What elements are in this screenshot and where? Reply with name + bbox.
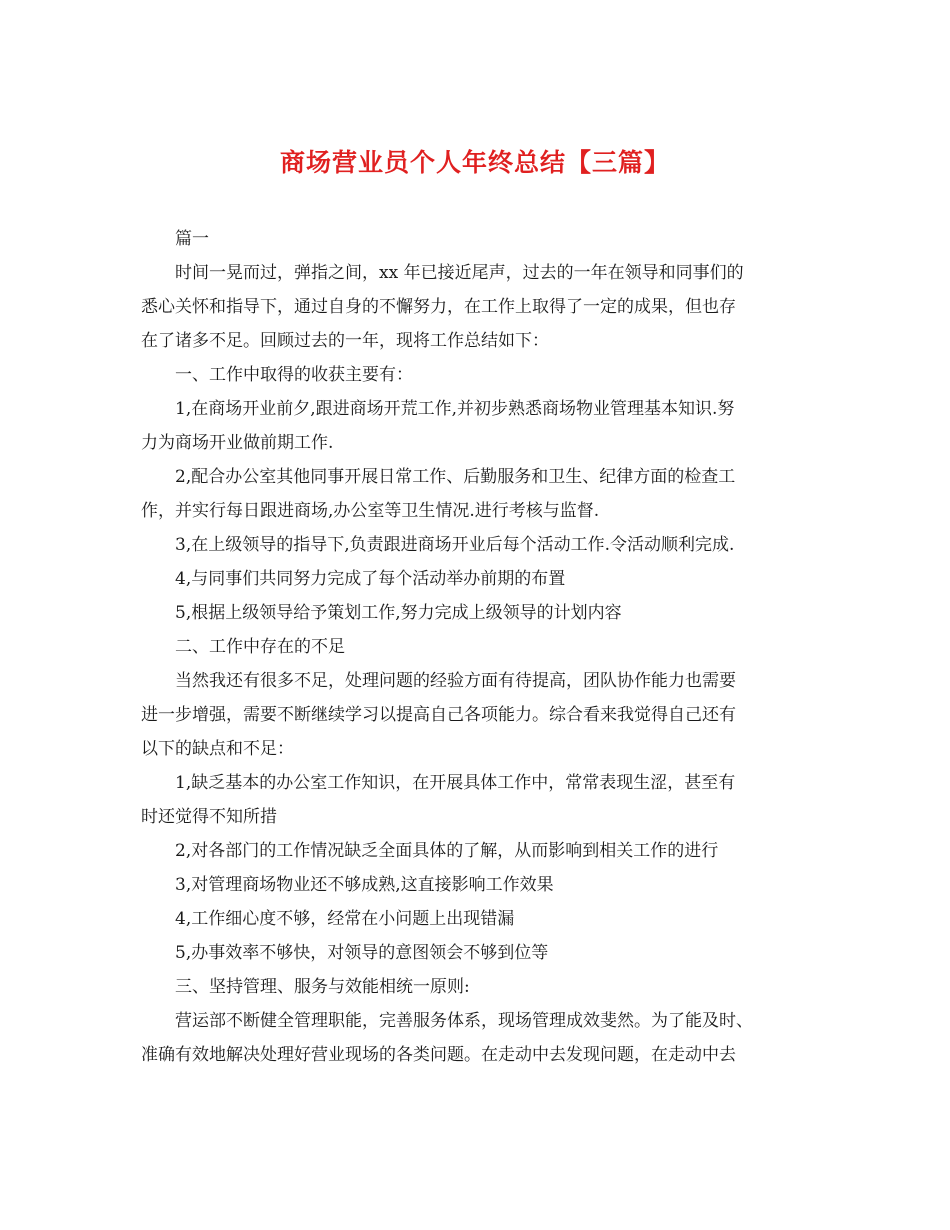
text-line: 篇一 <box>175 229 209 249</box>
text-line: 以下的缺点和不足： <box>141 739 294 759</box>
text-line: 力为商场开业做前期工作. <box>141 433 334 453</box>
text-line: 进一步增强，需要不断继续学习以提高自己各项能力。综合看来我觉得自己还有 <box>141 705 736 725</box>
text-line: 1,缺乏基本的办公室工作知识，在开展具体工作中，常常表现生涩，甚至有 <box>175 773 736 793</box>
text-line: 准确有效地解决处理好营业现场的各类问题。在走动中去发现问题，在走动中去 <box>141 1045 736 1065</box>
text-line: 营运部不断健全管理职能，完善服务体系，现场管理成效斐然。为了能及时、 <box>175 1011 753 1031</box>
text-line: 4,与同事们共同努力完成了每个活动举办前期的布置 <box>175 569 566 589</box>
text-line: 悉心关怀和指导下，通过自身的不懈努力，在工作上取得了一定的成果，但也存 <box>141 297 736 317</box>
text-line: 2,对各部门的工作情况缺乏全面具体的了解，从而影响到相关工作的进行 <box>175 841 719 861</box>
text-line: 在了诸多不足。回顾过去的一年，现将工作总结如下： <box>141 331 549 351</box>
text-line: 3,对管理商场物业还不够成熟,这直接影响工作效果 <box>175 875 554 895</box>
text-line: 5,办事效率不够快，对领导的意图领会不够到位等 <box>175 943 549 963</box>
section-heading: 三、坚持管理、服务与效能相统一原则: <box>175 977 470 997</box>
document-body <box>141 222 811 1072</box>
text-line: 2,配合办公室其他同事开展日常工作、后勤服务和卫生、纪律方面的检查工 <box>175 467 736 487</box>
text-line: 时还觉得不知所措 <box>141 807 277 827</box>
section-heading: 二、工作中存在的不足 <box>175 637 345 657</box>
text-line: 4,工作细心度不够，经常在小问题上出现错漏 <box>175 909 515 929</box>
text-line: 3,在上级领导的指导下,负责跟进商场开业后每个活动工作.令活动顺利完成. <box>175 535 735 555</box>
text-line: 5,根据上级领导给予策划工作,努力完成上级领导的计划内容 <box>175 603 622 623</box>
text-line: 时间一晃而过，弹指之间，xx 年已接近尾声，过去的一年在领导和同事们的 <box>175 263 744 283</box>
document-title: 商场营业员个人年终总结【三篇】 <box>279 148 670 177</box>
text-line: 当然我还有很多不足，处理问题的经验方面有待提高，团队协作能力也需要 <box>175 671 736 691</box>
text-line: 1,在商场开业前夕,跟进商场开荒工作,并初步熟悉商场物业管理基本知识.努 <box>175 399 735 419</box>
text-line: 作，并实行每日跟进商场,办公室等卫生情况.进行考核与监督. <box>141 501 600 521</box>
section-heading: 一、工作中取得的收获主要有： <box>175 365 413 385</box>
